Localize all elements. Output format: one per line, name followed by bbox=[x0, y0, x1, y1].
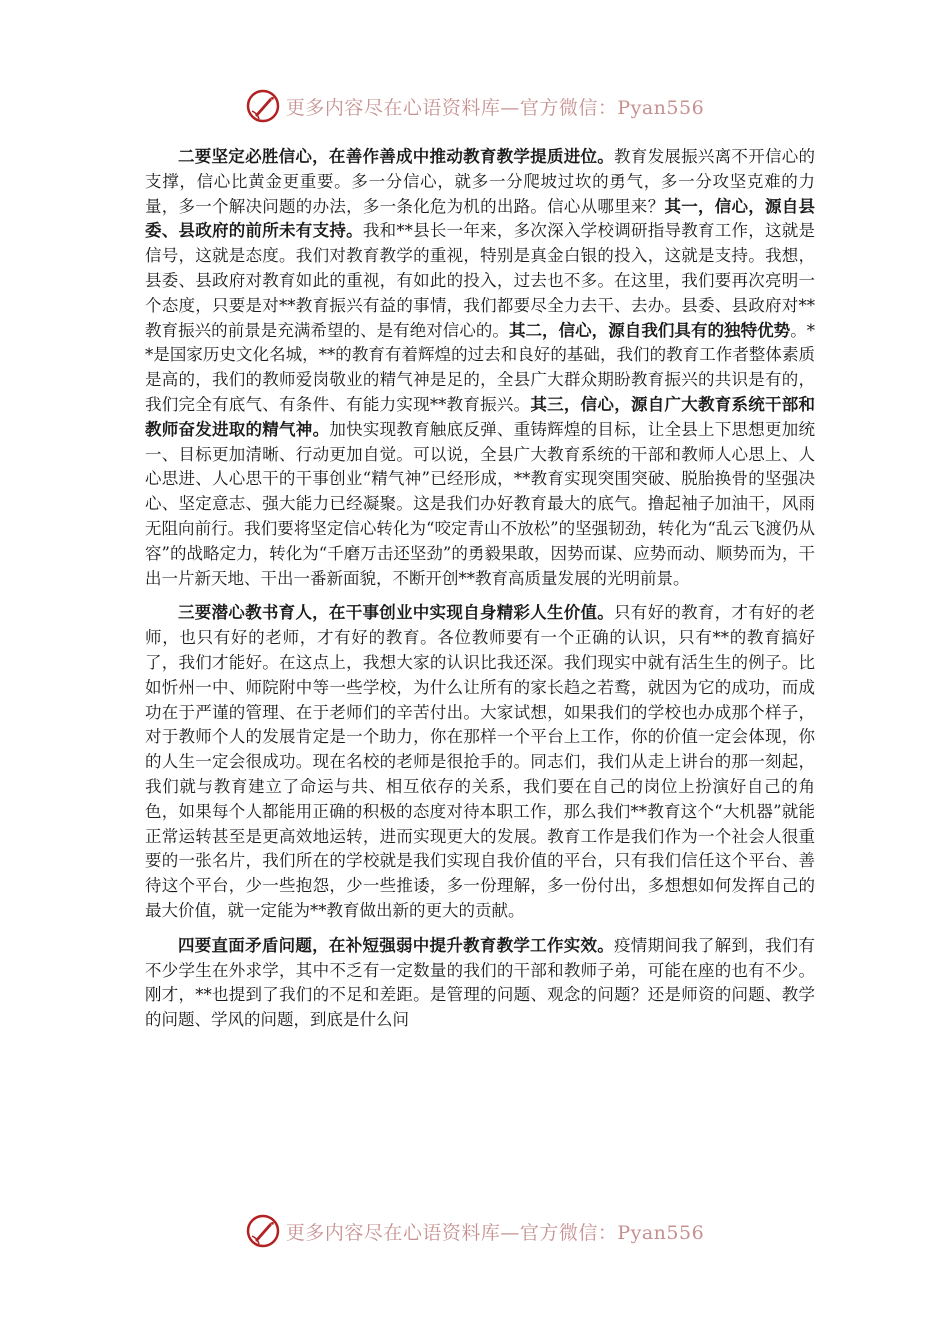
quill-logo-icon bbox=[246, 1214, 280, 1248]
quill-logo-icon bbox=[246, 89, 280, 123]
paragraph-2-text-3: 。**是国家历史文化名城，**的教育有着辉煌的过去和良好的基础，我们的教育工作者整体素质是高的，我们的教师爱岗敬业的精气神是足的，全县广大群众期盼教育振兴的共识是有的，我们完全有底气、有条件、有能力实现**教育振兴。 bbox=[145, 320, 816, 414]
paragraph-2-text-1: 教育发展振兴离不开信心的支撑，信心比黄金更重要。多一分信心，就多一分爬坡过坎的勇气，多一分攻坚克难的力量，多一个解决问题的办法，多一条化危为机的出路。信心从哪里来？ bbox=[145, 147, 816, 216]
paragraph-2-subheading-1: 其一，信心，源自县委、县政府的前所未有支持。 bbox=[145, 196, 816, 241]
paragraph-2-text-2: 我和**县长一年来，多次深入学校调研指导教育工作，这就是信号，这就是态度。我们对教育教学的重视，特别是真金白银的投入，这就是支持。我想，县委、县政府对教育如此的重视，有如此的投入，过去也不多。在这里，我们要再次亮明一个态度，只要是对**教育振兴有益的事情，我们都要尽全力去干、去办。县委、县政府对**教育振兴的前景是充满希望的、是有绝对信心的。 bbox=[145, 221, 816, 340]
paragraph-3 bbox=[145, 601, 815, 923]
paragraph-2-heading: 二要坚定必胜信心，在善作善成中推动教育教学提质进位。 bbox=[178, 147, 615, 166]
document-body bbox=[145, 145, 815, 1043]
paragraph-2-subheading-2: 其二，信心，源自我们具有的独特优势 bbox=[508, 320, 791, 340]
footer-banner bbox=[0, 1211, 950, 1251]
paragraph-4-heading: 四要直面矛盾问题，在补短强弱中提升教育教学工作实效。 bbox=[178, 935, 615, 955]
paragraph-4-text: 疫情期间我了解到，我们有不少学生在外求学，其中不乏有一定数量的我们的干部和教师子弟，可能在座的也有不少。刚才，**也提到了我们的不足和差距。是管理的问题、观念的问题？还是师资的问题、教学的问题、学风的问题，到底是什么问 bbox=[145, 935, 816, 1030]
paragraph-3-heading: 三要潜心教书育人，在干事创业中实现自身精彩人生价值。 bbox=[178, 603, 615, 623]
paragraph-2-text-4: 加快实现教育触底反弹、重铸辉煌的目标，让全县上下思想更加统一、目标更加清晰、行动更加自觉。可以说，全县广大教育系统的干部和教师人心思上、人心思进、人心思干的干事创业“精气神”已经形成，**教育实现突围突破、脱胎换骨的坚强决心、坚定意志、强大能力已经凝聚。这是我们办好教育最大的底气。撸起袖子加油干，风雨无阻向前行。我们要将坚定信心转化为“咬定青山不放松”的坚强韧劲，转化为“乱云飞渡仍从容”的战略定力，转化为“千磨万击还坚劲”的勇毅果敢，因势而谋、应势而动、顺势而为，干出一片新天地、干出一番新面貌，不断开创**教育高质量发展的光明前景。 bbox=[145, 419, 816, 588]
header-banner-text: 更多内容尽在心语资料库—官方微信：Pyan556 bbox=[285, 96, 705, 119]
paragraph-2 bbox=[145, 145, 815, 591]
footer-banner-text: 更多内容尽在心语资料库—官方微信：Pyan556 bbox=[285, 1221, 705, 1244]
paragraph-2-subheading-3: 其三，信心，源自广大教育系统干部和教师奋发进取的精气神。 bbox=[145, 394, 816, 439]
header-banner bbox=[0, 86, 950, 126]
paragraph-4 bbox=[145, 934, 815, 1033]
paragraph-3-text: 只有好的教育，才有好的老师，也只有好的老师，才有好的教育。各位教师要有一个正确的认识，只有**的教育搞好了，我们才能好。在这点上，我想大家的认识比我还深。我们现实中就有活生生的例子。比如忻州一中、师院附中等一些学校，为什么让所有的家长趋之若鹜，就因为它的成功，而成功在于严谨的管理、在于老师们的辛苦付出。大家试想，如果我们的学校也办成那个样子，对于教师个人的发展肯定是一个助力，你在那样一个平台上工作，你的价值一定会体现，你的人生一定会很成功。现在名校的老师是很抢手的。同志们，我们从走上讲台的那一刻起，我们就与教育建立了命运与共、相互依存的关系，我们要在自己的岗位上扮演好自己的角色，如果每个人都能用正确的积极的态度对待本职工作，那么我们**教育这个“大机器”就能正常运转甚至是更高效地运转，进而实现更大的发展。教育工作是我们作为一个社会人很重要的一张名片，我们所在的学校就是我们实现自我价值的平台，只有我们信任这个平台、善待这个平台，少一些抱怨，少一些推诿，多一份理解，多一份付出，多想想如何发挥自己的最大价值，就一定能为**教育做出新的更大的贡献。 bbox=[145, 603, 816, 920]
